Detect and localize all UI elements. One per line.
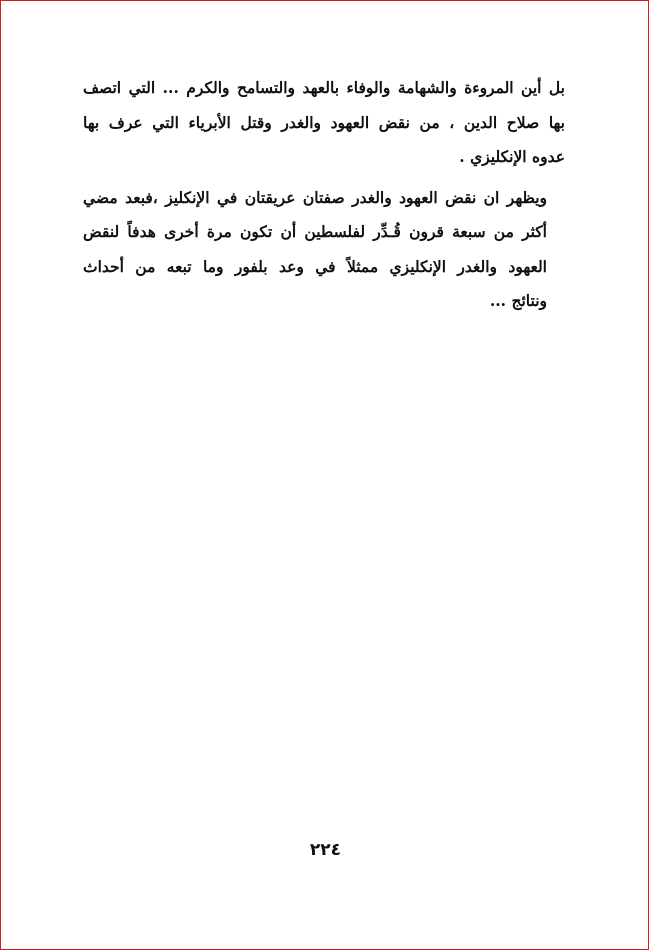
paragraph-2-line-3: العهود والغدر الإنكليزي ممثلاً في وعد بلفور وما تبعه من أحداث (83, 256, 547, 276)
paragraph-1 (83, 71, 565, 175)
paragraph-1-line-3: عدوه الإنكليزي . (459, 147, 565, 166)
paragraph-2-line-4: ونتائج ... (489, 291, 547, 310)
paragraph-1-line-2: بها صلاح الدين ، من نقض العهود والغدر وقتل الأبرياء التي عرف بها (83, 112, 565, 132)
paragraph-2 (83, 181, 565, 319)
paragraph-2-line-2: أكثر من سبعة قرون قُـدِّر لفلسطين أن تكون مرة أخرى هدفاً لنقض (83, 222, 547, 241)
body-text (83, 71, 565, 319)
paragraph-1-line-1: بل أين المروءة والشهامة والوفاء بالعهد والتسامح والكرم ... التي اتصف (83, 78, 565, 97)
page-number: ٢٢٤ (309, 840, 342, 860)
paragraph-2-line-1: ويظهر ان نقض العهود والغدر صفتان عريقتان في الإنكليز ،فبعد مضي (83, 187, 547, 207)
